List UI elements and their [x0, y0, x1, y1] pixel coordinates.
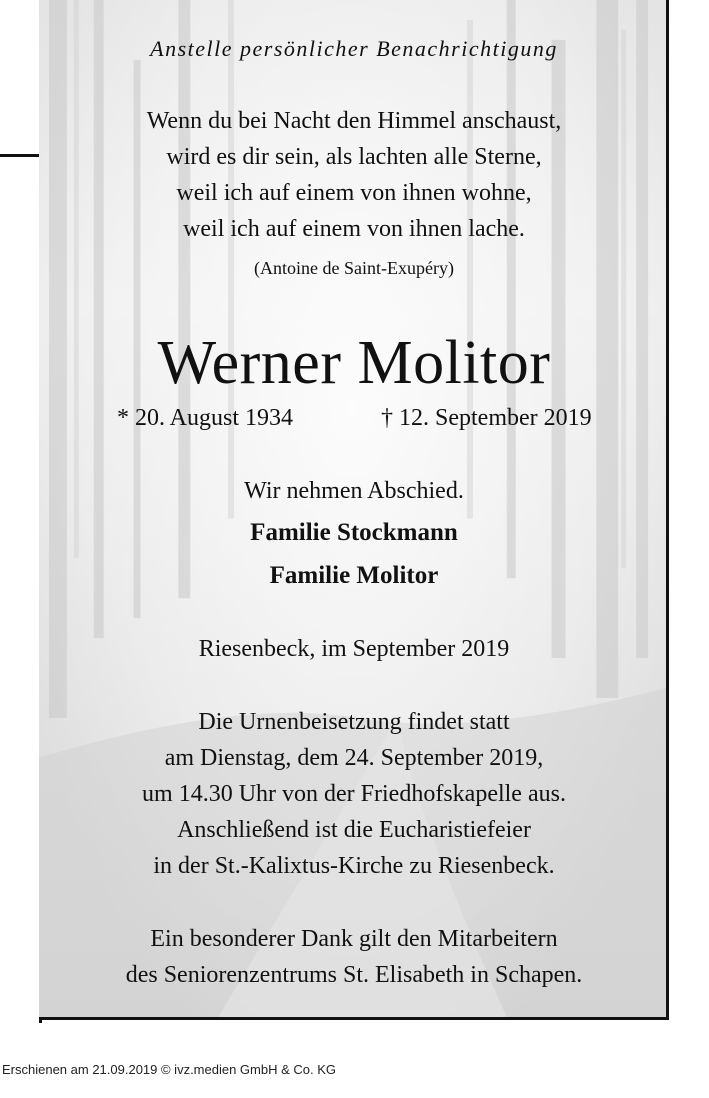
- intro-line: Anstelle persönlicher Benachrichtigung: [150, 36, 558, 61]
- family-name: Familie Stockmann: [250, 519, 458, 546]
- farewell-line: Wir nehmen Abschied.: [244, 478, 464, 504]
- poem-line: wird es dir sein, als lachten alle Sterne,: [166, 144, 542, 170]
- deceased-name: Werner Molitor: [157, 329, 551, 397]
- poem-line: weil ich auf einem von ihnen lache.: [183, 216, 525, 242]
- ceremony-line: am Dienstag, dem 24. September 2019,: [164, 745, 544, 771]
- thanks-line: Ein besonderer Dank gilt den Mitarbeitern: [150, 926, 558, 952]
- thanks-line: des Seniorenzentrums St. Elisabeth in Schapen.: [125, 962, 583, 988]
- family-name: Familie Molitor: [269, 562, 439, 589]
- poem-line: weil ich auf einem von ihnen wohne,: [176, 180, 532, 206]
- obituary-notice: [39, 0, 669, 1020]
- ceremony-line: Anschließend ist die Eucharistiefeier: [177, 817, 531, 843]
- publication-footer: Erschienen am 21.09.2019 © ivz.medien GmbH & Co. KG: [2, 1062, 337, 1077]
- poem-author: (Antoine de Saint-Exupéry): [254, 258, 454, 278]
- birth-date: * 20. August 1934: [117, 405, 294, 431]
- ceremony-line: Die Urnenbeisetzung findet statt: [198, 709, 510, 735]
- ceremony-line: in der St.-Kalixtus-Kirche zu Riesenbeck.: [153, 853, 555, 879]
- place-date: Riesenbeck, im September 2019: [198, 636, 510, 662]
- ceremony-line: um 14.30 Uhr von der Friedhofskapelle aus.: [142, 781, 566, 807]
- poem-line: Wenn du bei Nacht den Himmel anschaust,: [146, 108, 562, 134]
- death-date: † 12. September 2019: [381, 405, 592, 431]
